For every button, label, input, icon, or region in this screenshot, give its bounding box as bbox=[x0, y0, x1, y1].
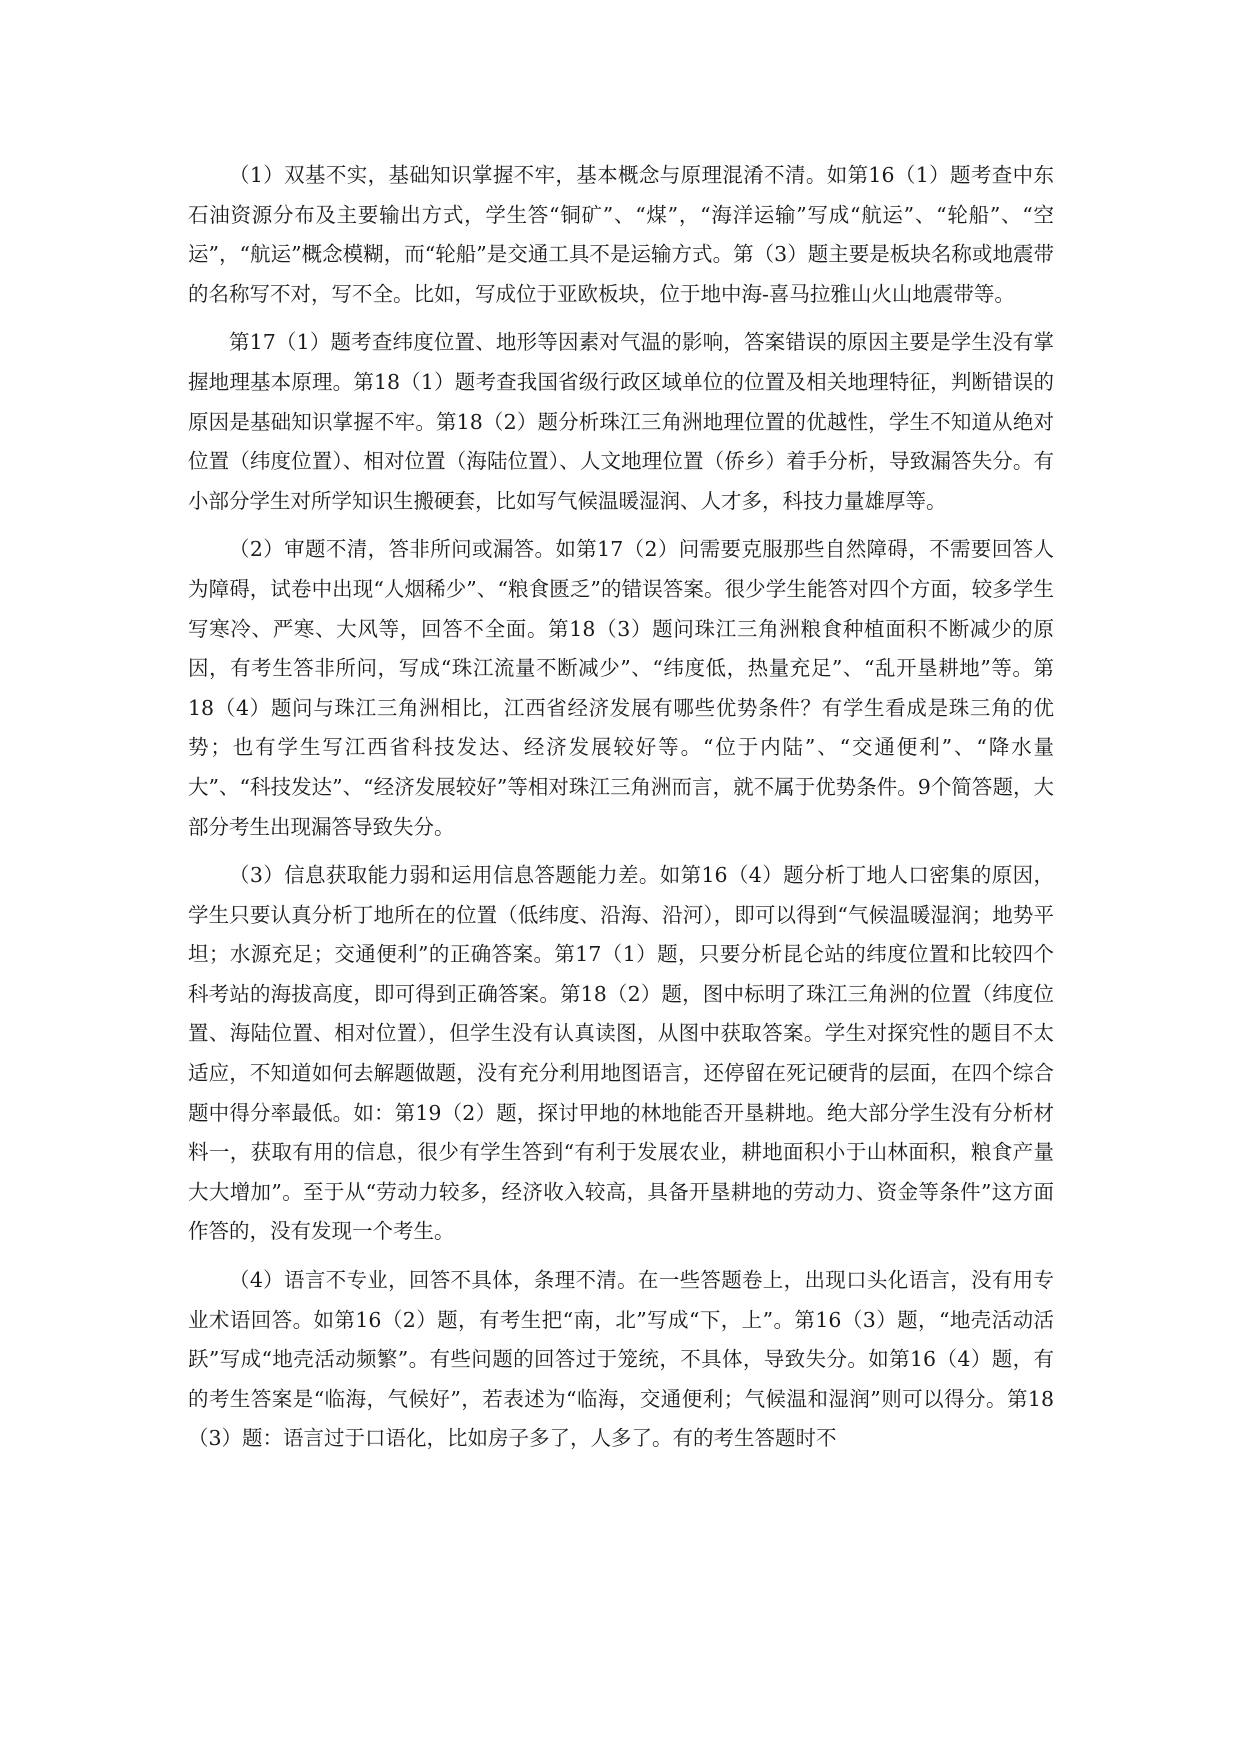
paragraph-information-skills: （3）信息获取能力弱和运用信息答题能力差。如第16（4）题分析丁地人口密集的原因，学生只要认真分析丁地所在的位置（低纬度、沿海、沿河），即可以得到“气候温暖湿润；地势平坦；水源充足；交通便利”的正确答案。第17（1）题，只要分析昆仑站的纬度位置和比较四个科考站的海拔高度，即可得到正确答案。第18（2）题，图中标明了珠江三角洲的位置（纬度位置、海陆位置、相对位置），但学生没有认真读图，从图中获取答案。学生对探究性的题目不太适应，不知道如何去解题做题，没有充分利用地图语言，还停留在死记硬背的层面，在四个综合题中得分率最低。如：第19（2）题，探讨甲地的林地能否开垦耕地。绝大部分学生没有分析材料一，获取有用的信息，很少有学生答到“有利于发展农业，耕地面积小于山林面积，粮食产量大大增加”。至于从“劳动力较多，经济收入较高，具备开垦耕地的劳动力、资金等条件”这方面作答的，没有发现一个考生。 bbox=[188, 863, 1054, 1244]
paragraph-double-basics: （1）双基不实，基础知识掌握不牢，基本概念与原理混淆不清。如第16（1）题考查中东石油资源分布及主要输出方式，学生答“铜矿”、“煤”，“海洋运输”写成“航运”、“轮船”、“空运”，“航运”概念模糊，而“轮船”是交通工具不是运输方式。第（3）题主要是板块名称或地震带的名称写不对，写不全。比如，写成位于亚欧板块，位于地中海-喜马拉雅山火山地震带等。 bbox=[188, 163, 1054, 306]
paragraph-question-17-18: 第17（1）题考查纬度位置、地形等因素对气温的影响，答案错误的原因主要是学生没有掌握地理基本原理。第18（1）题考查我国省级行政区域单位的位置及相关地理特征，判断错误的原因是基础知识掌握不牢。第18（2）题分析珠江三角洲地理位置的优越性，学生不知道从绝对位置（纬度位置）、相对位置（海陆位置）、人文地理位置（侨乡）着手分析，导致漏答失分。有小部分学生对所学知识生搬硬套，比如写气候温暖湿润、人才多，科技力量雄厚等。 bbox=[188, 330, 1054, 513]
document-body bbox=[188, 156, 1054, 1459]
paragraph-language-issues: （4）语言不专业，回答不具体，条理不清。在一些答题卷上，出现口头化语言，没有用专业术语回答。如第16（2）题，有考生把“南，北”写成“下，上”。第16（3）题，“地壳活动活跃”写成“地壳活动频繁”。有些问题的回答过于笼统，不具体，导致失分。如第16（4）题，有的考生答案是“临海，气候好”，若表述为“临海，交通便利；气候温和湿润”则可以得分。第18（3）题：语言过于口语化，比如房子多了，人多了。有的考生答题时不 bbox=[188, 1268, 1054, 1451]
paragraph-misreading-questions: （2）审题不清，答非所问或漏答。如第17（2）问需要克服那些自然障碍，不需要回答人为障碍，试卷中出现“人烟稀少”、“粮食匮乏”的错误答案。很少学生能答对四个方面，较多学生写寒冷、严寒、大风等，回答不全面。第18（3）题问珠江三角洲粮食种植面积不断减少的原因，有考生答非所问，写成“珠江流量不断减少”、“纬度低，热量充足”、“乱开垦耕地”等。第18（4）题问与珠江三角洲相比，江西省经济发展有哪些优势条件？有学生看成是珠三角的优势；也有学生写江西省科技发达、经济发展较好等。“位于内陆”、“交通便利”、“降水量大”、“科技发达”、“经济发展较好”等相对珠江三角洲而言，就不属于优势条件。9个简答题，大部分考生出现漏答导致失分。 bbox=[188, 537, 1054, 839]
